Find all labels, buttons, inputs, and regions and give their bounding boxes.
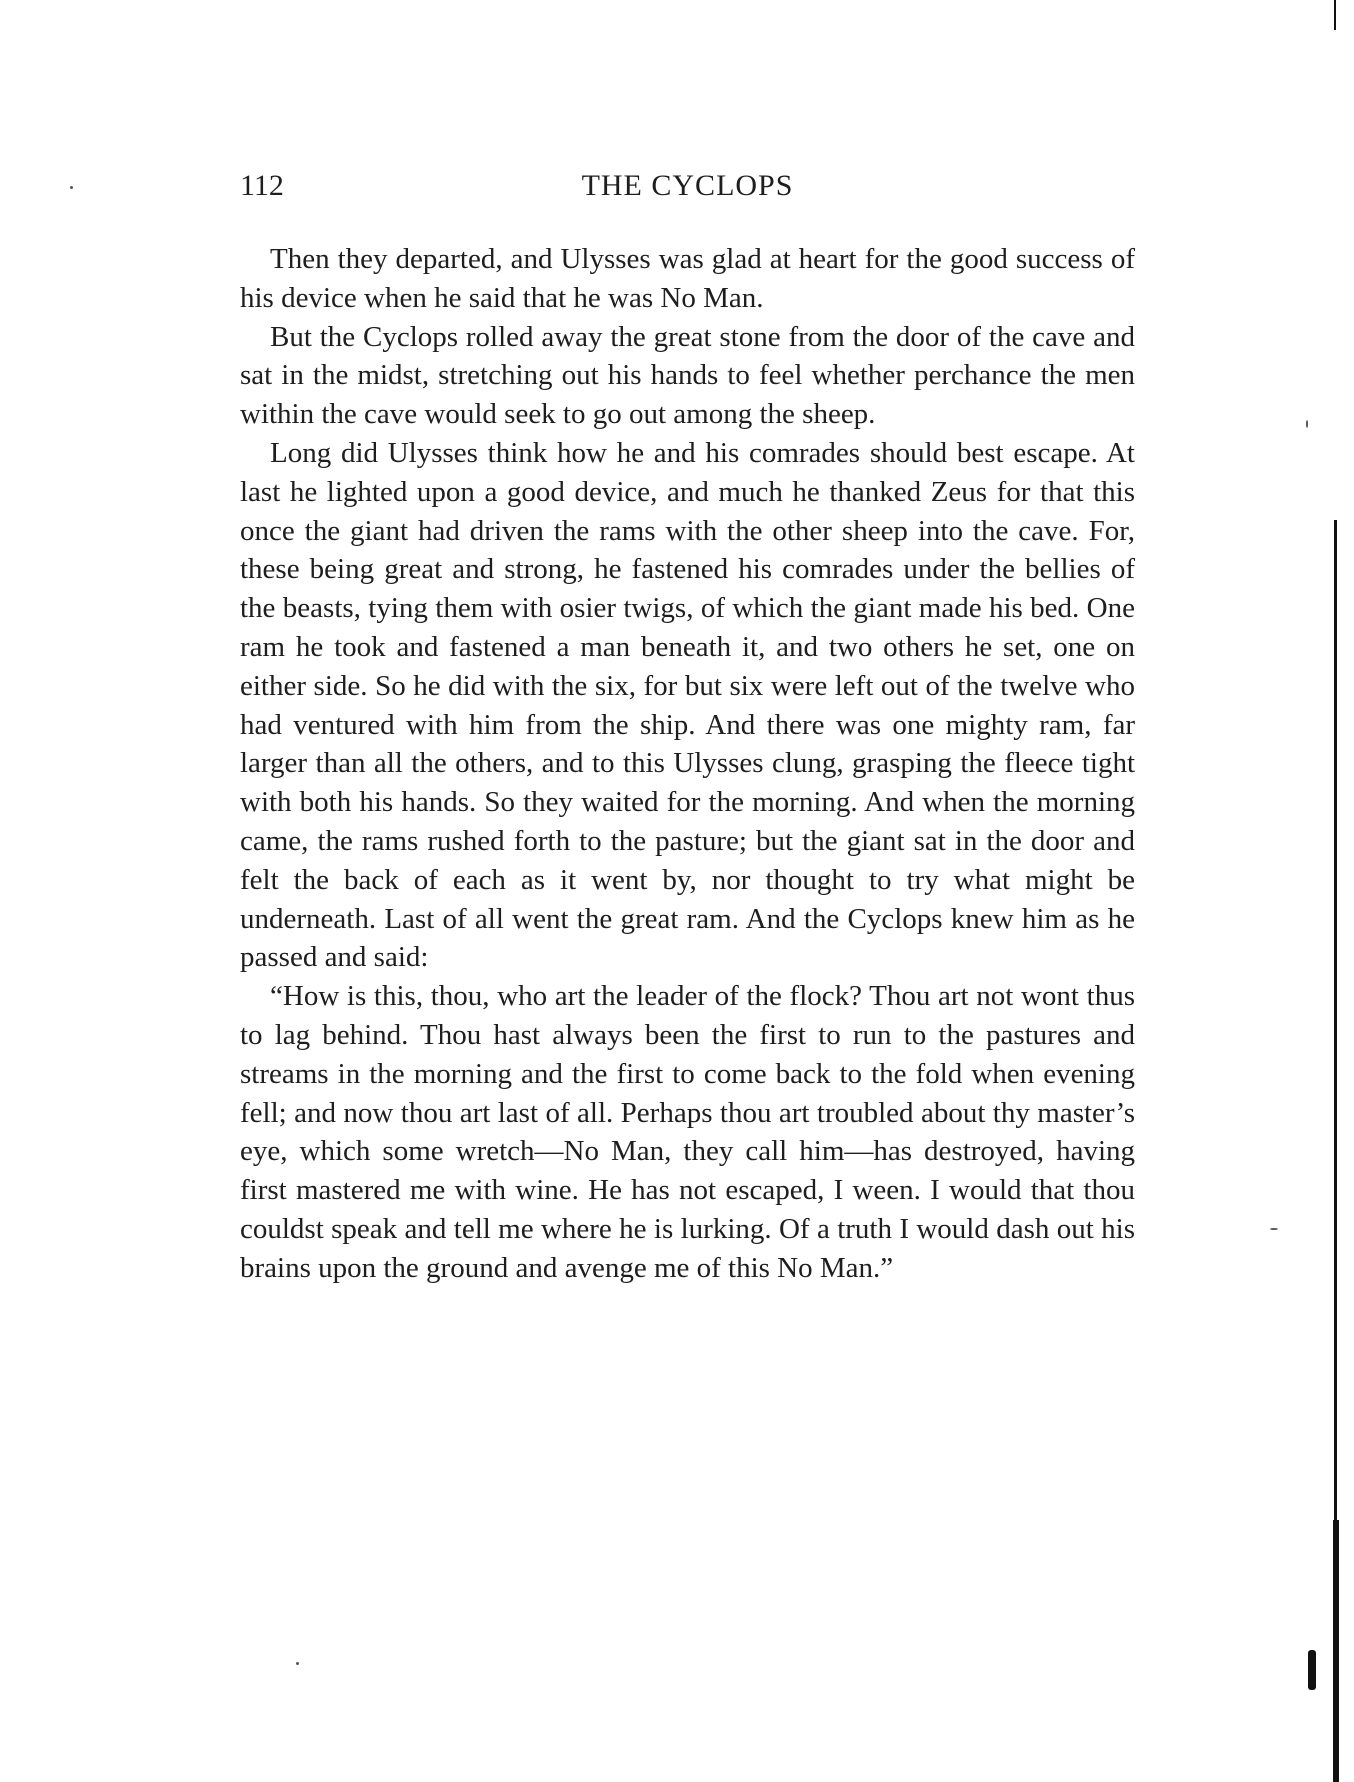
scan-speck [296,1662,299,1665]
scan-speck [1306,420,1308,428]
body-text [240,240,1135,1288]
paragraph: Then they departed, and Ulysses was glad at heart for the good success of his device when he said that he was No Man. [240,243,1135,314]
scan-speck [70,186,73,189]
edge-line [1334,520,1337,1520]
paragraph: Long did Ulysses think how he and his comrades should best escape. At last he lighted upon a good device, and much he thanked Zeus for that this once the giant had driven the rams with the other sheep into the cave. For, these being great and strong, he fastened his comrades under the bellies of the beasts, tying them with osier twigs, of which the giant made his bed. One ram he took and fastened a man beneath it, and two others he set, one on either side. So he did with the six, for but six were left out of the twelve who had ventured with him from the ship. And there was one mighty ram, far larger than all the others, and to this Ulysses clung, grasping the fleece tight with both his hands. So they waited for the morning. And when the morning came, the rams rushed forth to the pasture; but the giant sat in the door and felt the back of each as it went by, nor thought to try what might be underneath. Last of all went the great ram. And the Cyclops knew him as he passed and said: [240,436,1135,974]
edge-line [1334,0,1336,30]
page-number: 112 [240,169,284,202]
edge-line [1333,1520,1339,1782]
paragraph: But the Cyclops rolled away the great stone from the door of the cave and sat in the midst, stretching out his hands to feel whether perchance the men within the cave would seek to go out among the sheep. [240,320,1135,431]
paragraph: “How is this, thou, who art the leader of the flock? Thou art not wont thus to lag behind. Thou hast always been the first to run to the pastures and streams in the morning and the first to come back to the fold when evening fell; and now thou art last of all. Perhaps thou art troubled about thy master’s eye, which some wretch—No Man, they call him—has destroyed, having first mastered me with wine. He has not escaped, I ween. I would that thou couldst speak and tell me where he is lurking. Of a truth I would dash out his brains upon the ground and avenge me of this No Man.” [240,980,1135,1284]
running-head [240,166,1135,206]
scan-speck [1270,1228,1278,1230]
scan-binding-edge [1342,0,1354,1782]
chapter-title: THE CYCLOPS [581,169,794,202]
edge-line [1308,1650,1316,1690]
